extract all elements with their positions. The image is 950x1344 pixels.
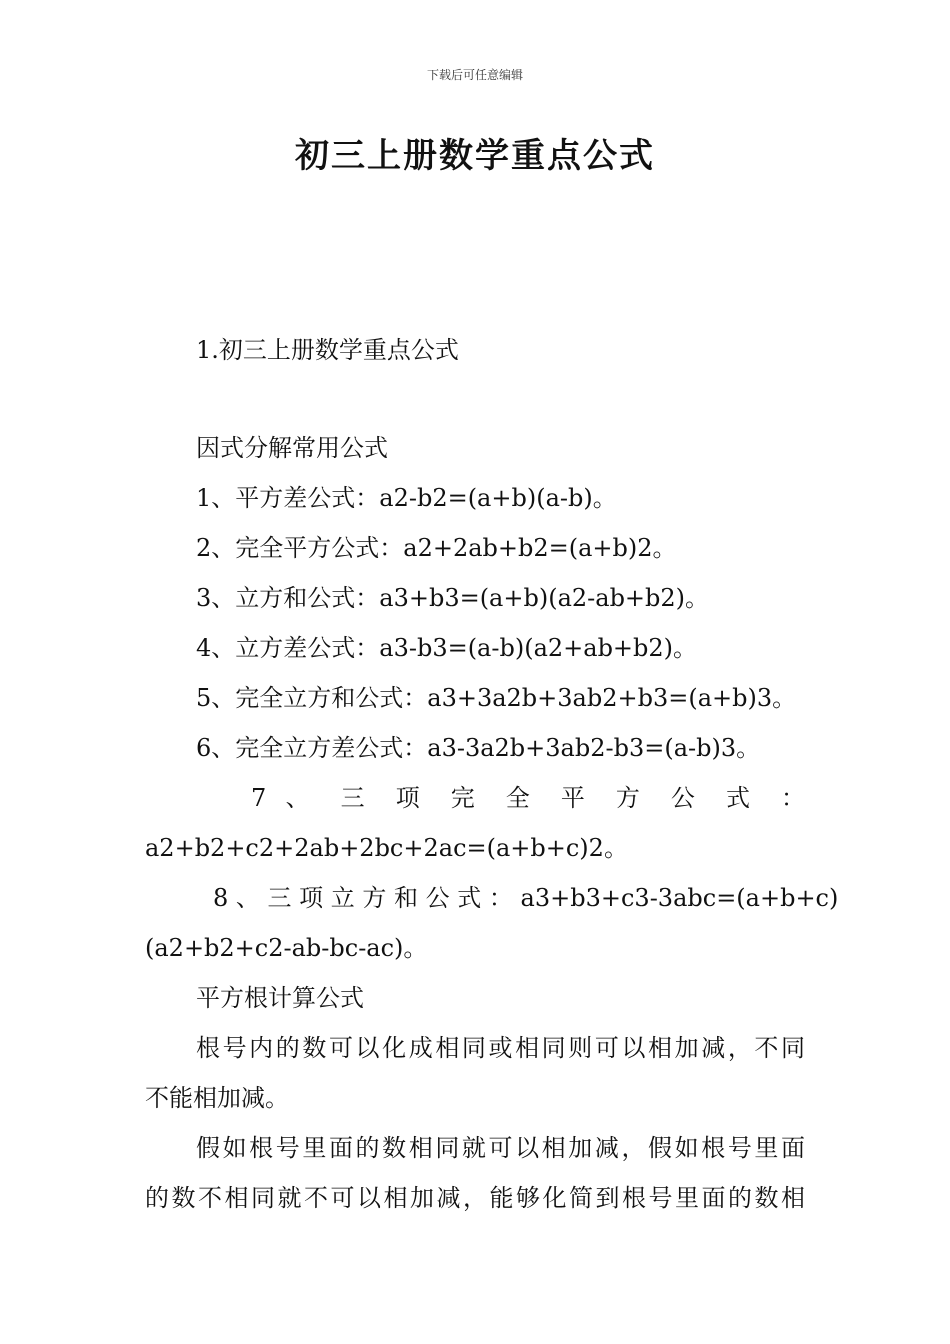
sqrt-heading: 平方根计算公式 [196, 984, 364, 1012]
formula-item-2: 2、完全平方公式：a2+2ab+b2=(a+b)2。 [196, 534, 677, 562]
formula-item-8-line2: (a2+b2+c2-ab-bc-ac)。 [145, 934, 428, 962]
formula-item-4: 4、立方差公式：a3-b3=(a-b)(a2+ab+b2)。 [196, 634, 698, 662]
section-heading: 1.初三上册数学重点公式 [196, 336, 459, 364]
sqrt-paragraph-1-line1: 根号内的数可以化成相同或相同则可以相加减，不同 [196, 1034, 805, 1062]
formula-item-6: 6、完全立方差公式：a3-3a2b+3ab2-b3=(a-b)3。 [196, 734, 761, 762]
formula-item-3: 3、立方和公式：a3+b3=(a+b)(a2-ab+b2)。 [196, 584, 710, 612]
formula-item-8-line1: 8 、 三 项 立 方 和 公 式 ： a3+b3+c3-3abc=(a+b+c) [213, 884, 839, 912]
formula-item-5: 5、完全立方和公式：a3+3a2b+3ab2+b3=(a+b)3。 [196, 684, 797, 712]
formula-item-1: 1、平方差公式：a2-b2=(a+b)(a-b)。 [196, 484, 617, 512]
page-header-note: 下载后可任意编辑 [426, 68, 523, 82]
factoring-heading: 因式分解常用公式 [196, 434, 388, 462]
sqrt-paragraph-2-line2: 的数不相同就不可以相加减，能够化简到根号里面的数相 [145, 1184, 805, 1212]
sqrt-paragraph-2-line1: 假如根号里面的数相同就可以相加减，假如根号里面 [196, 1134, 805, 1162]
formula-item-7-line1: 7 、 三 项 完 全 平 方 公 式 ： [251, 784, 805, 812]
document-title: 初三上册数学重点公式 [295, 136, 655, 176]
sqrt-paragraph-1-line2: 不能相加减。 [145, 1084, 289, 1112]
formula-item-7-line2: a2+b2+c2+2ab+2bc+2ac=(a+b+c)2。 [145, 834, 628, 862]
